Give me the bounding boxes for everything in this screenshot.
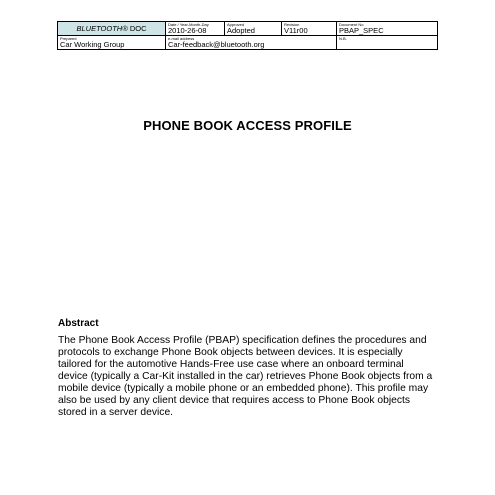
approved-label: Approved [227,22,245,27]
date-label: Date / Year-Month-Day [168,22,209,27]
doc-type-cell [58,22,166,36]
revision-cell [282,22,337,36]
revision-value: V11r00 [284,26,308,35]
nb-label: N.B. [339,36,347,41]
nb-cell [337,36,438,50]
approved-value: Adopted [227,26,255,35]
document-header-table [57,21,438,50]
doc-type-suffix: DOC [127,24,147,33]
document-number-label: Document No [339,22,364,27]
date-cell [166,22,225,36]
date-value: 2010-26-08 [168,26,207,35]
prepared-label: Prepared [60,36,77,41]
prepared-cell [58,36,166,50]
revision-label: Revision [284,22,300,27]
abstract-heading: Abstract [58,318,99,329]
approved-cell [225,22,282,36]
prepared-value: Car Working Group [60,40,125,49]
document-number-cell [337,22,438,36]
abstract-body: The Phone Book Access Profile (PBAP) specification defines the procedures and protocols to exchange Phone Book objects between devices. It is especially tailored for the automotive Hands-Free use case where an onboard terminal device (typically a Car-Kit installed in the car) retrieves Phone Book objects from a mobile device (typically a mobile phone or an embedded phone). This profile may also be used by any client device that requires access to Phone Book objects stored in a server device. [58,335,433,418]
email-cell [166,36,337,50]
email-label: e-mail address [168,36,195,41]
document-number-value: PBAP_SPEC [339,26,384,35]
email-value: Car-feedback@bluetooth.org [168,40,265,49]
document-title: PHONE BOOK ACCESS PROFILE [143,118,352,133]
doc-type-brand: BLUETOOTH® [76,24,128,33]
